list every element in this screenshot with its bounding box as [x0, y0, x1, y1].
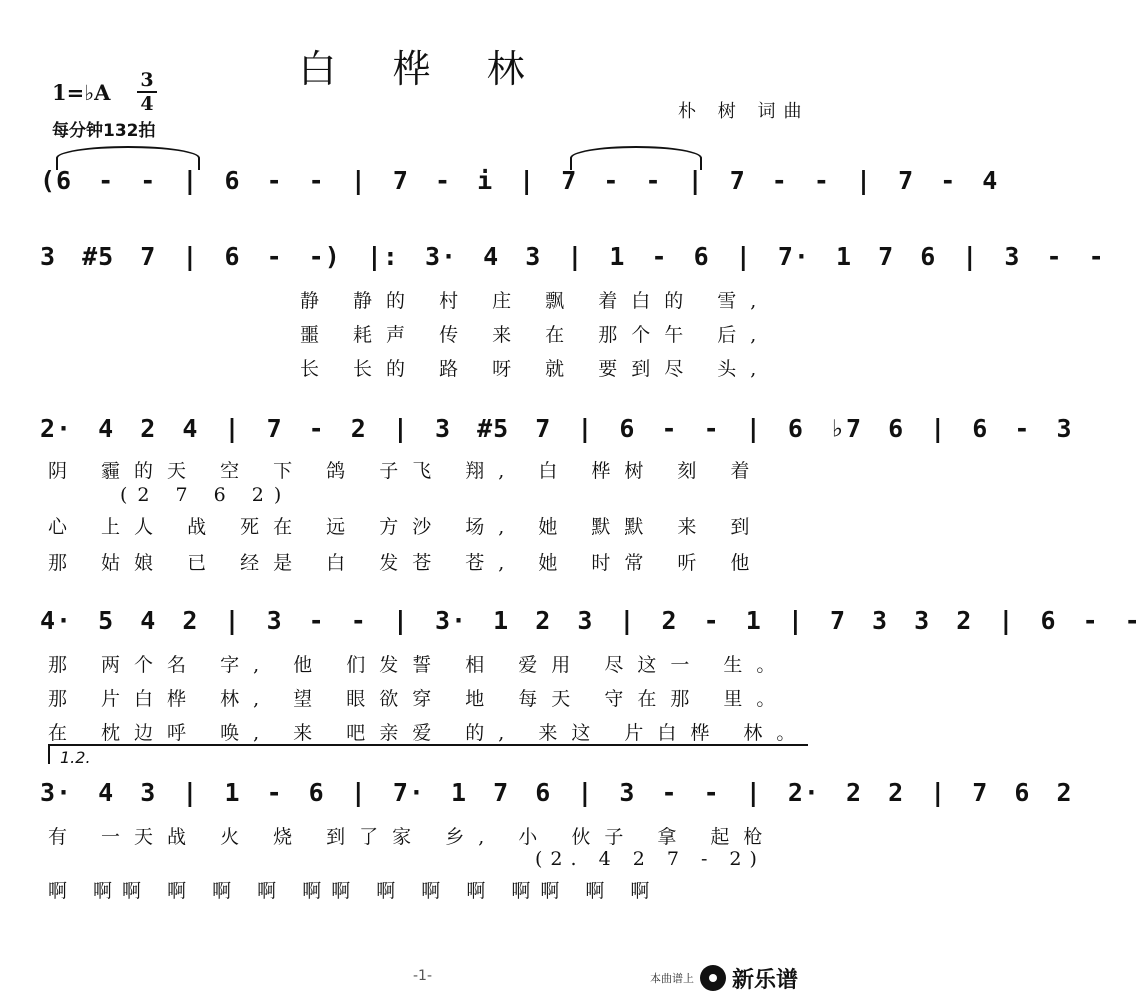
system-4 [40, 600, 1141, 646]
system-1 [40, 160, 999, 206]
lyric-verse-3: 长 长的 路 呀 就 要到尽 头, [300, 358, 771, 380]
watermark-small-text: 本曲谱上 [650, 972, 694, 985]
system-3 [40, 408, 1073, 454]
notation-line: 3· 4 3 | 1 - 6 | 7· 1 7 6 | 3 - - | 2· 2 2 | 7 6 2 [40, 778, 1073, 807]
page-number: -1- [412, 968, 432, 984]
notation-line: 4· 5 4 2 | 3 - - | 3· 1 2 3 | 2 - 1 | 7 3 3 2 | 6 - - [40, 606, 1141, 635]
page-title: 白 桦 林 [298, 47, 547, 91]
lyric-verse-1: 阴 霾的天 空 下 鸽 子飞 翔, 白 桦树 刻 着 [48, 460, 764, 482]
notation-line: (6 - - | 6 - - | 7 - i | 7 - - | 7 - - | 7 - 4 [40, 166, 999, 195]
lyric-verse-1: 有 一天战 火 烧 到了家 乡, 小 伙子 拿 起枪 [48, 826, 777, 848]
time-signature [137, 70, 157, 114]
system-2 [40, 236, 1105, 282]
time-denominator: 4 [140, 93, 154, 115]
alternate-notes: (2. 4 2 7 - 2) [535, 848, 765, 870]
author-credit: 朴 树 词曲 [678, 101, 810, 122]
lyric-verse-2: 那 片白桦 林, 望 眼欲穿 地 每天 守在那 里。 [48, 688, 790, 710]
lyric-verse-2: 噩 耗声 传 来 在 那个午 后, [300, 324, 771, 346]
system-5 [40, 772, 1073, 818]
tempo-marking: 每分钟132拍 [52, 121, 156, 141]
notation-line: 2· 4 2 4 | 7 - 2 | 3 #5 7 | 6 - - | 6 ♭7 6 | 6 - 3 [40, 414, 1073, 443]
lyric-verse-3: 在 枕边呼 唤, 来 吧亲爱 的, 来这 片白桦 林。 [48, 722, 810, 744]
alternate-notes: (2 7 6 2) [120, 484, 292, 506]
key-signature: 1=♭A [52, 80, 111, 105]
lyric-verse-2: 心 上人 战 死在 远 方沙 场, 她 默默 来 到 [48, 516, 764, 538]
lyric-verse-3: 那 姑娘 已 经是 白 发苍 苍, 她 时常 听 他 [48, 552, 764, 574]
watermark-brand: 新乐谱 [732, 967, 799, 993]
notation-line: 3 #5 7 | 6 - -) |: 3· 4 3 | 1 - 6 | 7· 1 7 6 | 3 - - [40, 242, 1105, 271]
lyric-verse-1: 静 静的 村 庄 飘 着白的 雪, [300, 290, 771, 312]
volta-label: 1.2. [60, 748, 91, 767]
lyric-verse-2: 啊 啊啊 啊 啊 啊 啊啊 啊 啊 啊 啊啊 啊 啊 [48, 880, 660, 902]
record-disc-icon [700, 965, 726, 991]
volta-bracket [48, 744, 808, 764]
lyric-verse-1: 那 两个名 字, 他 们发誓 相 爱用 尽这一 生。 [48, 654, 790, 676]
time-numerator: 3 [140, 69, 154, 91]
watermark-logo [650, 962, 798, 994]
